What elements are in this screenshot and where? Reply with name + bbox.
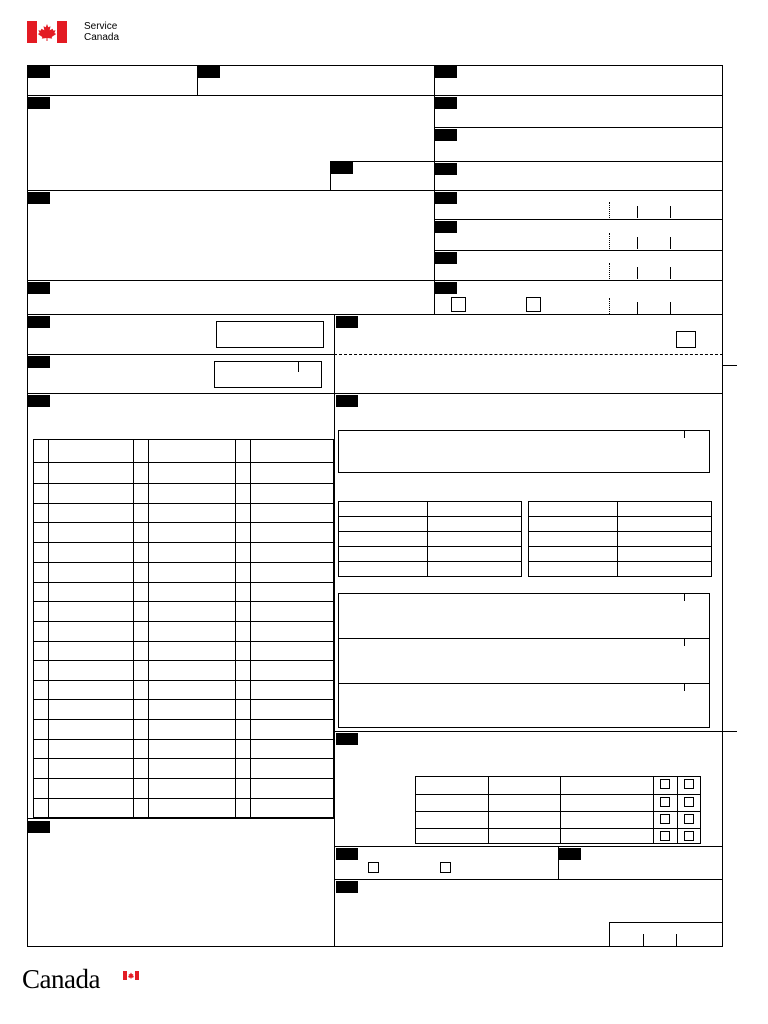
box-16-input[interactable] xyxy=(214,361,322,388)
box-22-checkbox-1[interactable] xyxy=(368,862,379,873)
box-1-field[interactable] xyxy=(50,66,196,94)
box-23-tag xyxy=(559,848,581,860)
box-17-field[interactable] xyxy=(336,357,721,391)
box-14-checkbox-2[interactable] xyxy=(526,297,541,312)
box-21-checkbox-r4b[interactable] xyxy=(684,831,694,841)
employee-name-address-field[interactable] xyxy=(30,206,430,276)
box-18-tag xyxy=(28,395,50,407)
box-4-tag xyxy=(28,97,50,109)
box-2-tag xyxy=(198,66,220,78)
box-10-tag xyxy=(28,282,50,294)
box-19-tag xyxy=(28,821,50,833)
box-7-tag xyxy=(435,129,457,141)
box-21-checkbox-r1b[interactable] xyxy=(684,779,694,789)
box-22-checkbox-2[interactable] xyxy=(440,862,451,873)
department-name-line1: Service xyxy=(84,21,118,32)
box-12-tag xyxy=(435,221,457,233)
box-21-checkbox-r3a[interactable] xyxy=(660,814,670,824)
box-5-tag xyxy=(435,97,457,109)
box-21-tag xyxy=(336,733,358,745)
box-15-tag xyxy=(28,316,50,328)
box-17-checkbox[interactable] xyxy=(676,331,696,348)
box-20-table-left xyxy=(338,501,522,577)
date-field-3[interactable] xyxy=(611,263,721,279)
box-20-input-a[interactable] xyxy=(338,430,710,473)
box-15-input[interactable] xyxy=(216,321,324,348)
department-name-line2: Canada xyxy=(84,32,120,43)
box-20-tag xyxy=(336,395,358,407)
box-21-table xyxy=(415,776,701,844)
box-21-checkbox-r2a[interactable] xyxy=(660,797,670,807)
box-9-tag xyxy=(435,163,457,175)
box-19-field[interactable] xyxy=(30,836,330,942)
box-21-checkbox-r4a[interactable] xyxy=(660,831,670,841)
date-field-4[interactable] xyxy=(611,298,721,314)
box-24-tag xyxy=(336,881,358,893)
box-13-tag xyxy=(435,252,457,264)
date-field-2[interactable] xyxy=(611,233,721,249)
insurable-earnings-table xyxy=(33,439,334,818)
box-21-checkbox-r1a[interactable] xyxy=(660,779,670,789)
wordmark-flag-icon xyxy=(123,971,139,980)
box-14-tag xyxy=(435,282,457,294)
box-24-date[interactable] xyxy=(609,922,723,947)
box-22-tag xyxy=(336,848,358,860)
canada-wordmark-text: Canada xyxy=(22,964,100,994)
box-20-table-right xyxy=(528,501,712,577)
box-6-tag xyxy=(331,162,353,174)
box-16-tag xyxy=(28,356,50,368)
date-field-1[interactable] xyxy=(611,202,721,218)
box-17-tag xyxy=(336,316,358,328)
box-21-checkbox-r3b[interactable] xyxy=(684,814,694,824)
canada-wordmark xyxy=(22,964,132,1004)
box-1-tag xyxy=(28,66,50,78)
box-24-field[interactable] xyxy=(338,895,603,943)
service-canada-logo xyxy=(27,20,127,44)
box-21-checkbox-r2b[interactable] xyxy=(684,797,694,807)
box-3-tag xyxy=(435,66,457,78)
box-14-checkbox-1[interactable] xyxy=(451,297,466,312)
box-2-field[interactable] xyxy=(220,66,432,94)
box-8-tag xyxy=(28,192,50,204)
box-11-tag xyxy=(435,192,457,204)
box-20-input-b[interactable] xyxy=(338,593,710,728)
employer-name-address-field[interactable] xyxy=(30,110,325,188)
canada-flag-icon xyxy=(27,21,67,43)
